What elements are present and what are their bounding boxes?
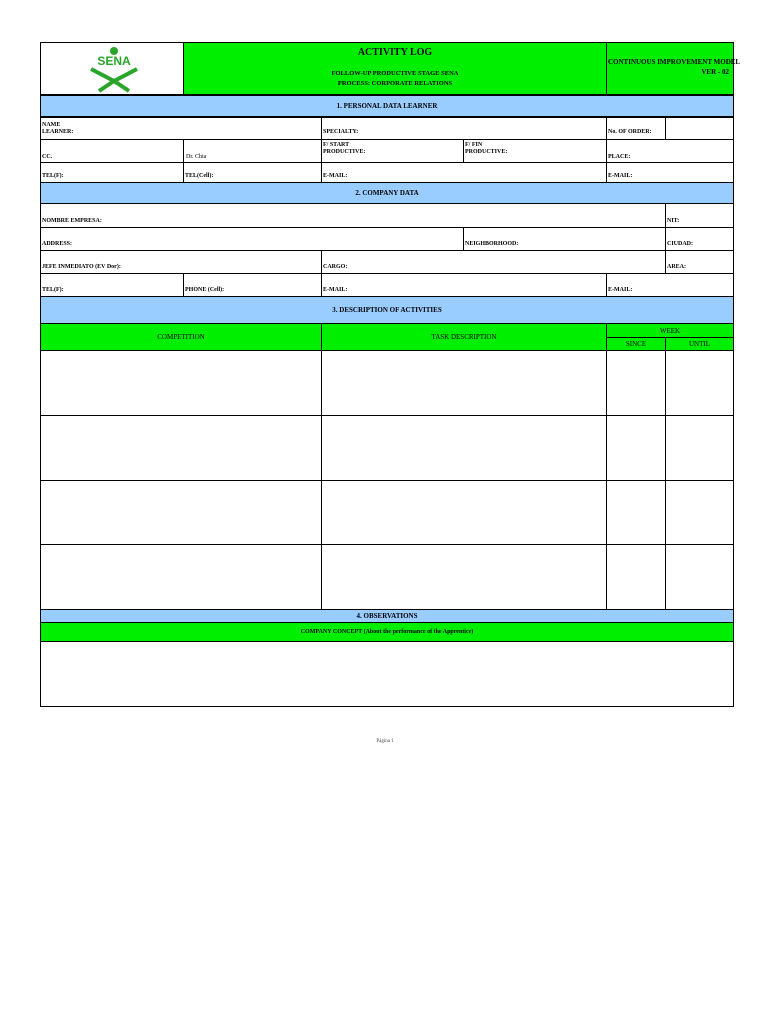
logo-cell bbox=[40, 42, 184, 95]
company-email-2-label: E-MAIL: bbox=[608, 287, 633, 293]
observations-area[interactable] bbox=[40, 641, 734, 707]
since-row-4[interactable] bbox=[606, 544, 666, 610]
company-tel-cell[interactable] bbox=[40, 273, 184, 297]
section-4-header: 4. OBSERVATIONS bbox=[40, 609, 734, 623]
until-row-4[interactable] bbox=[665, 544, 734, 610]
company-name-cell[interactable] bbox=[40, 203, 666, 228]
specialty-cell[interactable] bbox=[321, 117, 607, 140]
version-text: VER - 02 bbox=[701, 68, 729, 76]
company-phone-label: PHONE (Cell): bbox=[185, 287, 225, 293]
task-row-2[interactable] bbox=[321, 415, 607, 481]
cc-place-value: Dr. Chia bbox=[186, 154, 207, 160]
competition-row-1[interactable] bbox=[40, 350, 322, 416]
end-date-cell[interactable] bbox=[463, 139, 607, 163]
city-label: CIUDAD: bbox=[667, 241, 693, 247]
specialty-label: SPECIALTY: bbox=[323, 129, 359, 135]
boss-cell[interactable] bbox=[40, 250, 322, 274]
cell-phone-label: TEL(Cell): bbox=[185, 173, 214, 179]
week-header: WEEK bbox=[606, 323, 734, 338]
order-value-cell[interactable] bbox=[665, 117, 734, 140]
since-header: SINCE bbox=[606, 337, 666, 351]
position-label: CARGO: bbox=[323, 264, 348, 270]
neighborhood-cell[interactable] bbox=[463, 227, 666, 251]
sena-logo-icon bbox=[79, 45, 149, 93]
tel-label: TEL(F): bbox=[42, 173, 64, 179]
since-row-3[interactable] bbox=[606, 480, 666, 545]
tel-cell[interactable] bbox=[40, 162, 184, 183]
task-row-4[interactable] bbox=[321, 544, 607, 610]
learner-name-label: NAME LEARNER: bbox=[42, 122, 74, 135]
email-2-label: E-MAIL: bbox=[608, 173, 633, 179]
until-row-3[interactable] bbox=[665, 480, 734, 545]
until-row-1[interactable] bbox=[665, 350, 734, 416]
boss-label: JEFE INMEDIATO (EV Dor): bbox=[42, 264, 121, 270]
cc-cell[interactable] bbox=[40, 139, 184, 163]
competition-row-4[interactable] bbox=[40, 544, 322, 610]
section-2-header: 2. COMPANY DATA bbox=[40, 182, 734, 204]
nit-cell[interactable] bbox=[665, 203, 734, 228]
start-date-label: F/ START PRODUCTIVE: bbox=[323, 142, 366, 155]
company-email-label: E-MAIL: bbox=[323, 287, 348, 293]
section-1-header: 1. PERSONAL DATA LEARNER bbox=[40, 95, 734, 117]
company-concept-header: COMPANY CONCEPT (About the performance of the Apprentice) bbox=[40, 622, 734, 642]
address-label: ADDRESS: bbox=[42, 241, 73, 247]
cell-phone-cell[interactable] bbox=[183, 162, 322, 183]
task-header: TASK DESCRIPTION bbox=[321, 323, 607, 351]
cc-place-cell[interactable] bbox=[183, 139, 322, 163]
logo-text: SENA bbox=[97, 54, 131, 68]
page-number: Página 1 bbox=[376, 739, 394, 744]
task-row-1[interactable] bbox=[321, 350, 607, 416]
competition-header: COMPETITION bbox=[40, 323, 322, 351]
company-phone-cell[interactable] bbox=[183, 273, 322, 297]
company-tel-label: TEL(F): bbox=[42, 287, 64, 293]
start-date-cell[interactable] bbox=[321, 139, 464, 163]
email-label: E-MAIL: bbox=[323, 173, 348, 179]
since-row-2[interactable] bbox=[606, 415, 666, 481]
place-label: PLACE: bbox=[608, 154, 631, 160]
learner-name-cell[interactable] bbox=[40, 117, 322, 140]
area-label: AREA: bbox=[667, 264, 686, 270]
neighborhood-label: NEIGHBORHOOD: bbox=[465, 241, 519, 247]
section-3-header: 3. DESCRIPTION OF ACTIVITIES bbox=[40, 296, 734, 324]
nit-label: NIT: bbox=[667, 218, 680, 224]
model-cell bbox=[606, 42, 741, 95]
company-name-label: NOMBRE EMPRESA: bbox=[42, 218, 102, 224]
doc-subtitle-1: FOLLOW-UP PRODUCTIVE STAGE SENA bbox=[331, 70, 459, 77]
order-label: No. OF ORDER: bbox=[608, 129, 652, 135]
title-cell bbox=[183, 42, 607, 95]
until-row-2[interactable] bbox=[665, 415, 734, 481]
company-email-2-cell[interactable] bbox=[606, 273, 734, 297]
email-cell[interactable] bbox=[321, 162, 607, 183]
since-row-1[interactable] bbox=[606, 350, 666, 416]
until-header: UNTIL bbox=[665, 337, 734, 351]
company-email-cell[interactable] bbox=[321, 273, 607, 297]
doc-subtitle-2: PROCESS: CORPORATE RELATIONS bbox=[337, 80, 453, 87]
address-cell[interactable] bbox=[40, 227, 464, 251]
place-cell[interactable] bbox=[606, 139, 734, 163]
email-2-cell[interactable] bbox=[606, 162, 734, 183]
order-label-cell bbox=[606, 117, 666, 140]
end-date-label: F/ FIN PRODUCTIVE: bbox=[465, 142, 508, 155]
competition-row-2[interactable] bbox=[40, 415, 322, 481]
task-row-3[interactable] bbox=[321, 480, 607, 545]
cc-label: CC. bbox=[42, 154, 53, 160]
area-cell[interactable] bbox=[665, 250, 734, 274]
competition-row-3[interactable] bbox=[40, 480, 322, 545]
city-cell[interactable] bbox=[665, 227, 734, 251]
position-cell[interactable] bbox=[321, 250, 666, 274]
doc-title: ACTIVITY LOG bbox=[357, 47, 433, 58]
model-text: CONTINUOUS IMPROVEMENT MODEL bbox=[608, 58, 741, 66]
